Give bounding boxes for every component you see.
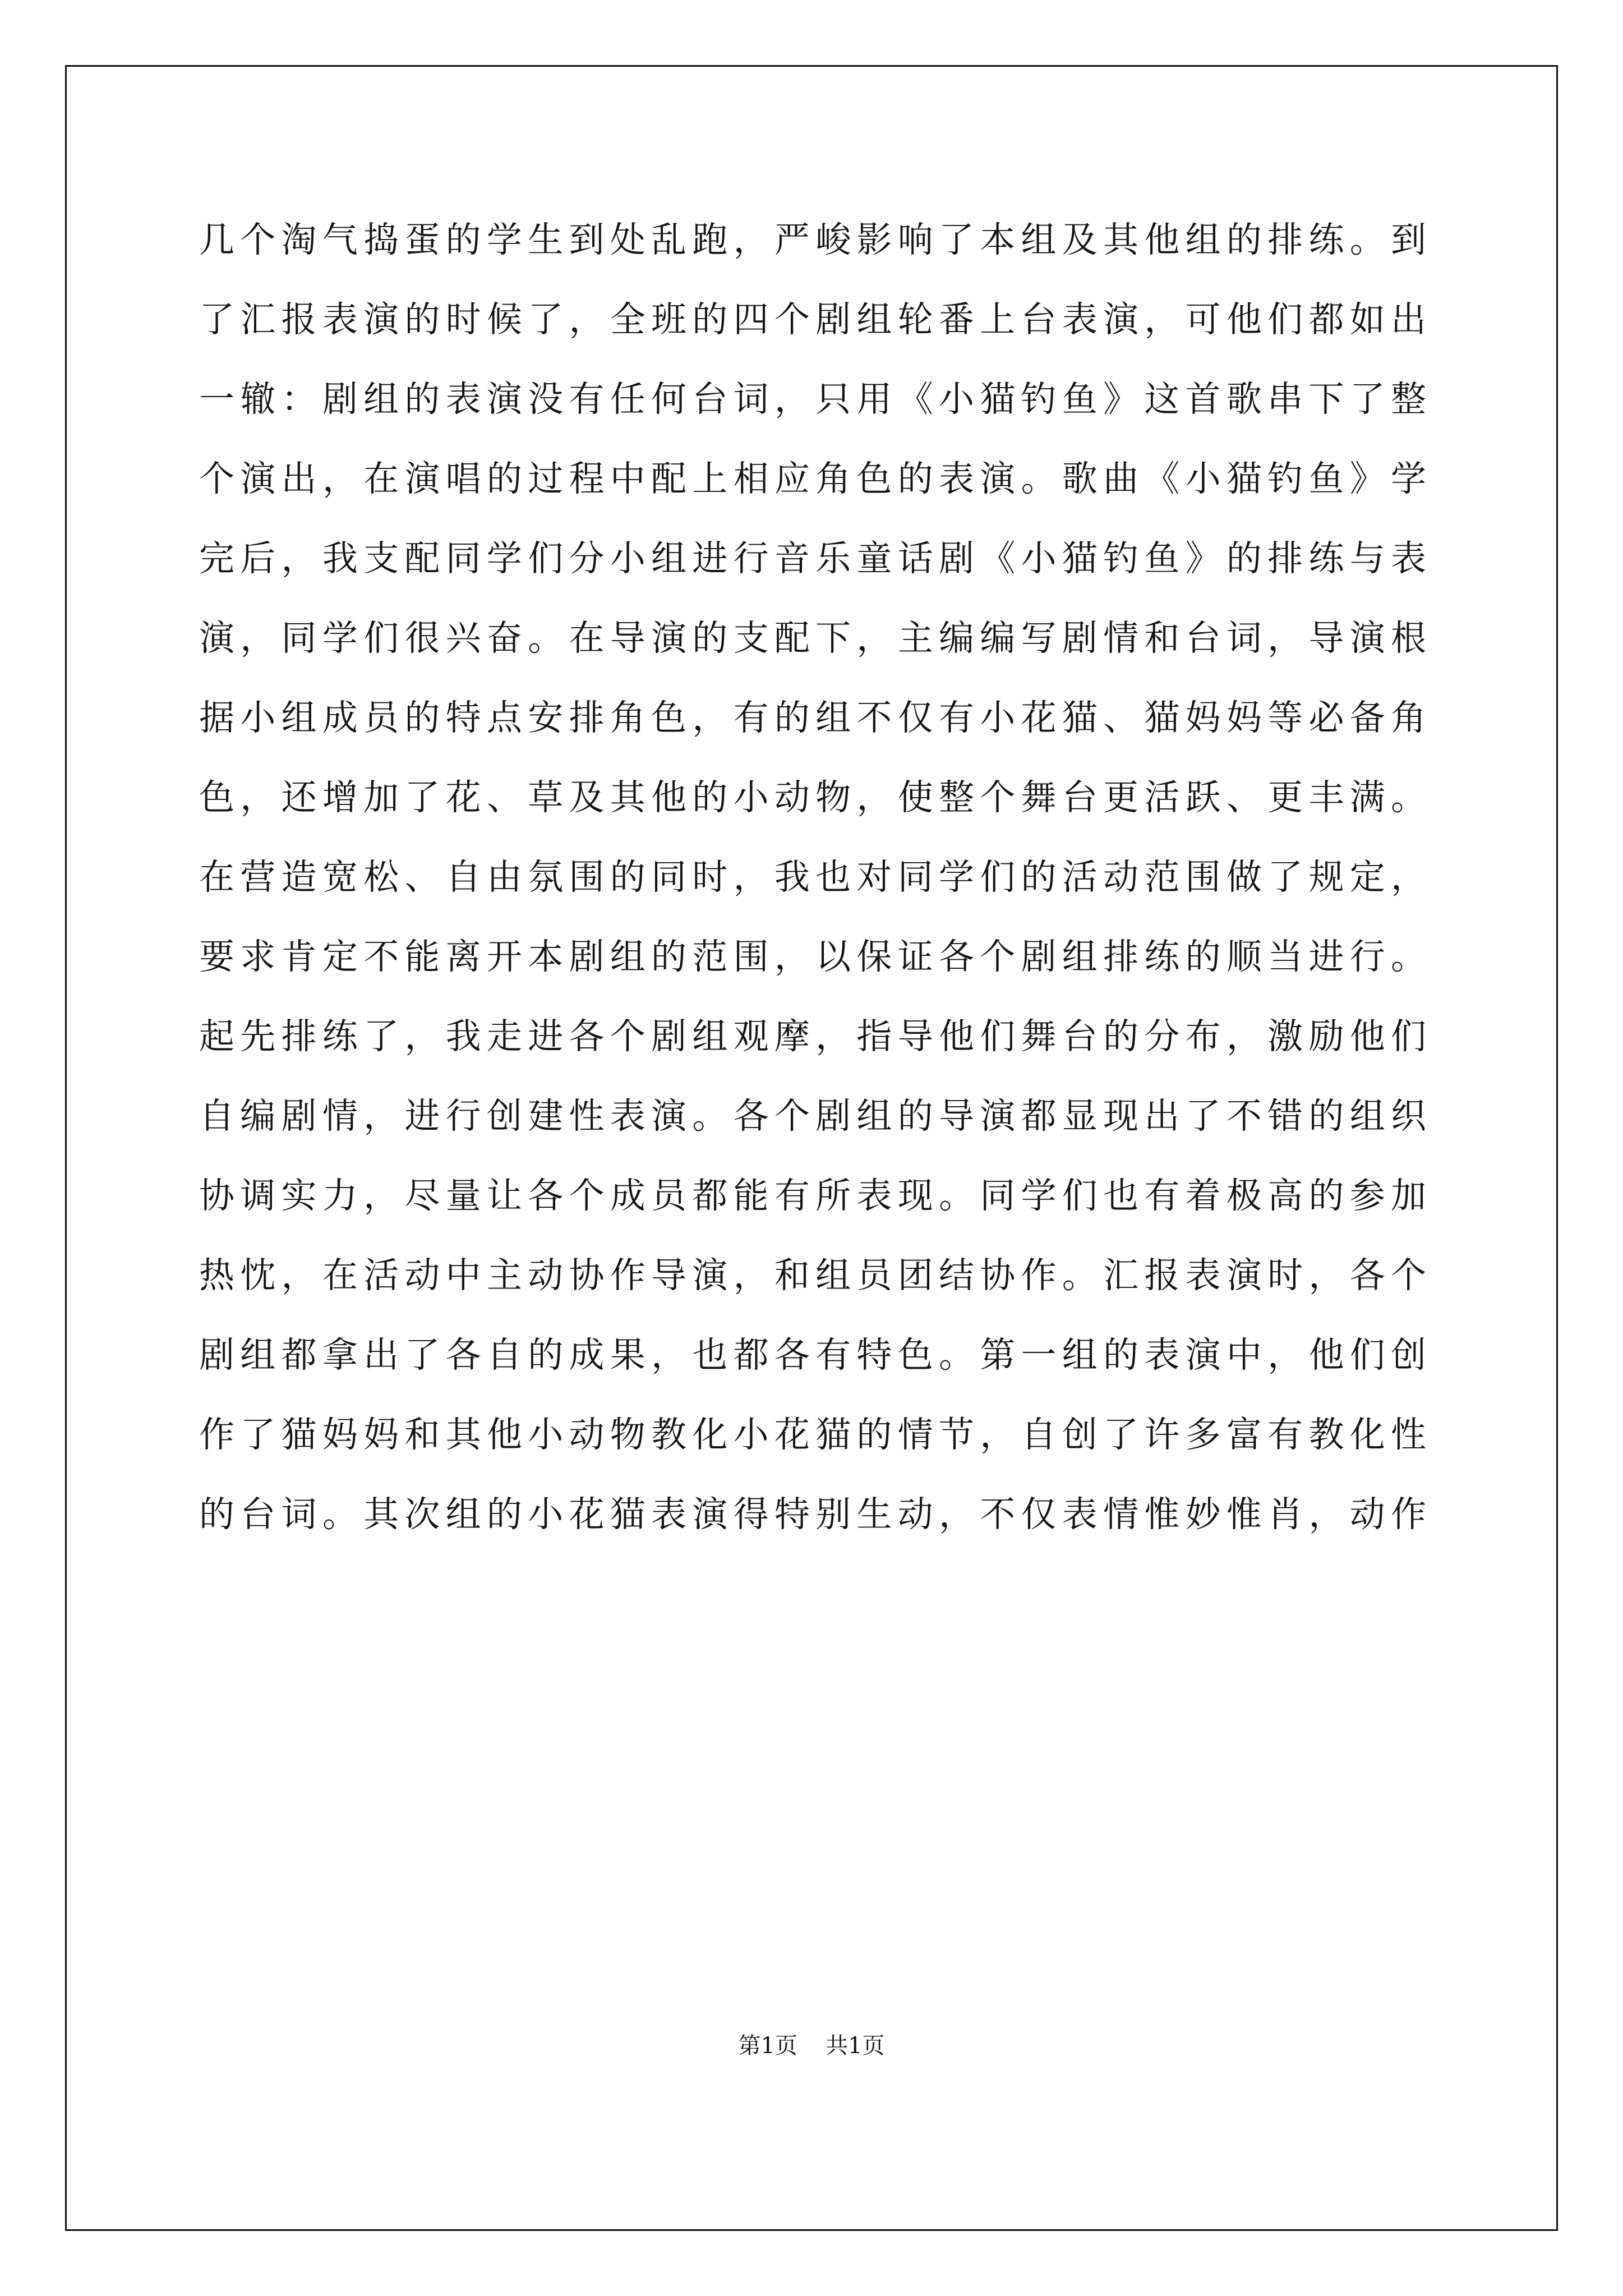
text-line: 作了猫妈妈和其他小动物教化小花猫的情节，自创了许多富有教化性 [199,1414,1427,1455]
text-line: 起先排练了，我走进各个剧组观摩，指导他们舞台的分布，激励他们 [199,1016,1427,1057]
text-line: 热忱，在活动中主动协作导演，和组员团结协作。汇报表演时，各个 [199,1255,1427,1296]
text-line: 个演出，在演唱的过程中配上相应角色的表演。歌曲《小猫钓鱼》学 [199,458,1427,499]
page-footer [0,2028,1623,2060]
text-line: 要求肯定不能离开本剧组的范围，以保证各个剧组排练的顺当进行。 [199,936,1427,977]
text-line: 色，还增加了花、草及其他的小动物，使整个舞台更活跃、更丰满。 [199,777,1427,818]
text-line: 演，同学们很兴奋。在导演的支配下，主编编写剧情和台词，导演根 [199,618,1427,659]
text-line: 一辙：剧组的表演没有任何台词，只用《小猫钓鱼》这首歌串下了整 [199,379,1427,420]
page-number: 第1页 [738,2033,797,2059]
text-line: 几个淘气捣蛋的学生到处乱跑，严峻影响了本组及其他组的排练。到 [199,219,1427,260]
body-text [199,200,1427,1554]
text-line: 了汇报表演的时候了，全班的四个剧组轮番上台表演，可他们都如出 [199,299,1427,340]
text-line: 自编剧情，进行创建性表演。各个剧组的导演都显现出了不错的组织 [199,1096,1427,1137]
page-total: 共1页 [826,2033,885,2059]
text-line: 在营造宽松、自由氛围的同时，我也对同学们的活动范围做了规定， [199,857,1427,898]
text-line: 剧组都拿出了各自的成果，也都各有特色。第一组的表演中，他们创 [199,1335,1427,1375]
text-line: 据小组成员的特点安排角色，有的组不仅有小花猫、猫妈妈等必备角 [199,697,1427,738]
text-line: 协调实力，尽量让各个成员都能有所表现。同学们也有着极高的参加 [199,1175,1427,1216]
text-line: 的台词。其次组的小花猫表演得特别生动，不仅表情惟妙惟肖，动作 [199,1494,1427,1535]
text-line: 完后，我支配同学们分小组进行音乐童话剧《小猫钓鱼》的排练与表 [199,538,1427,579]
